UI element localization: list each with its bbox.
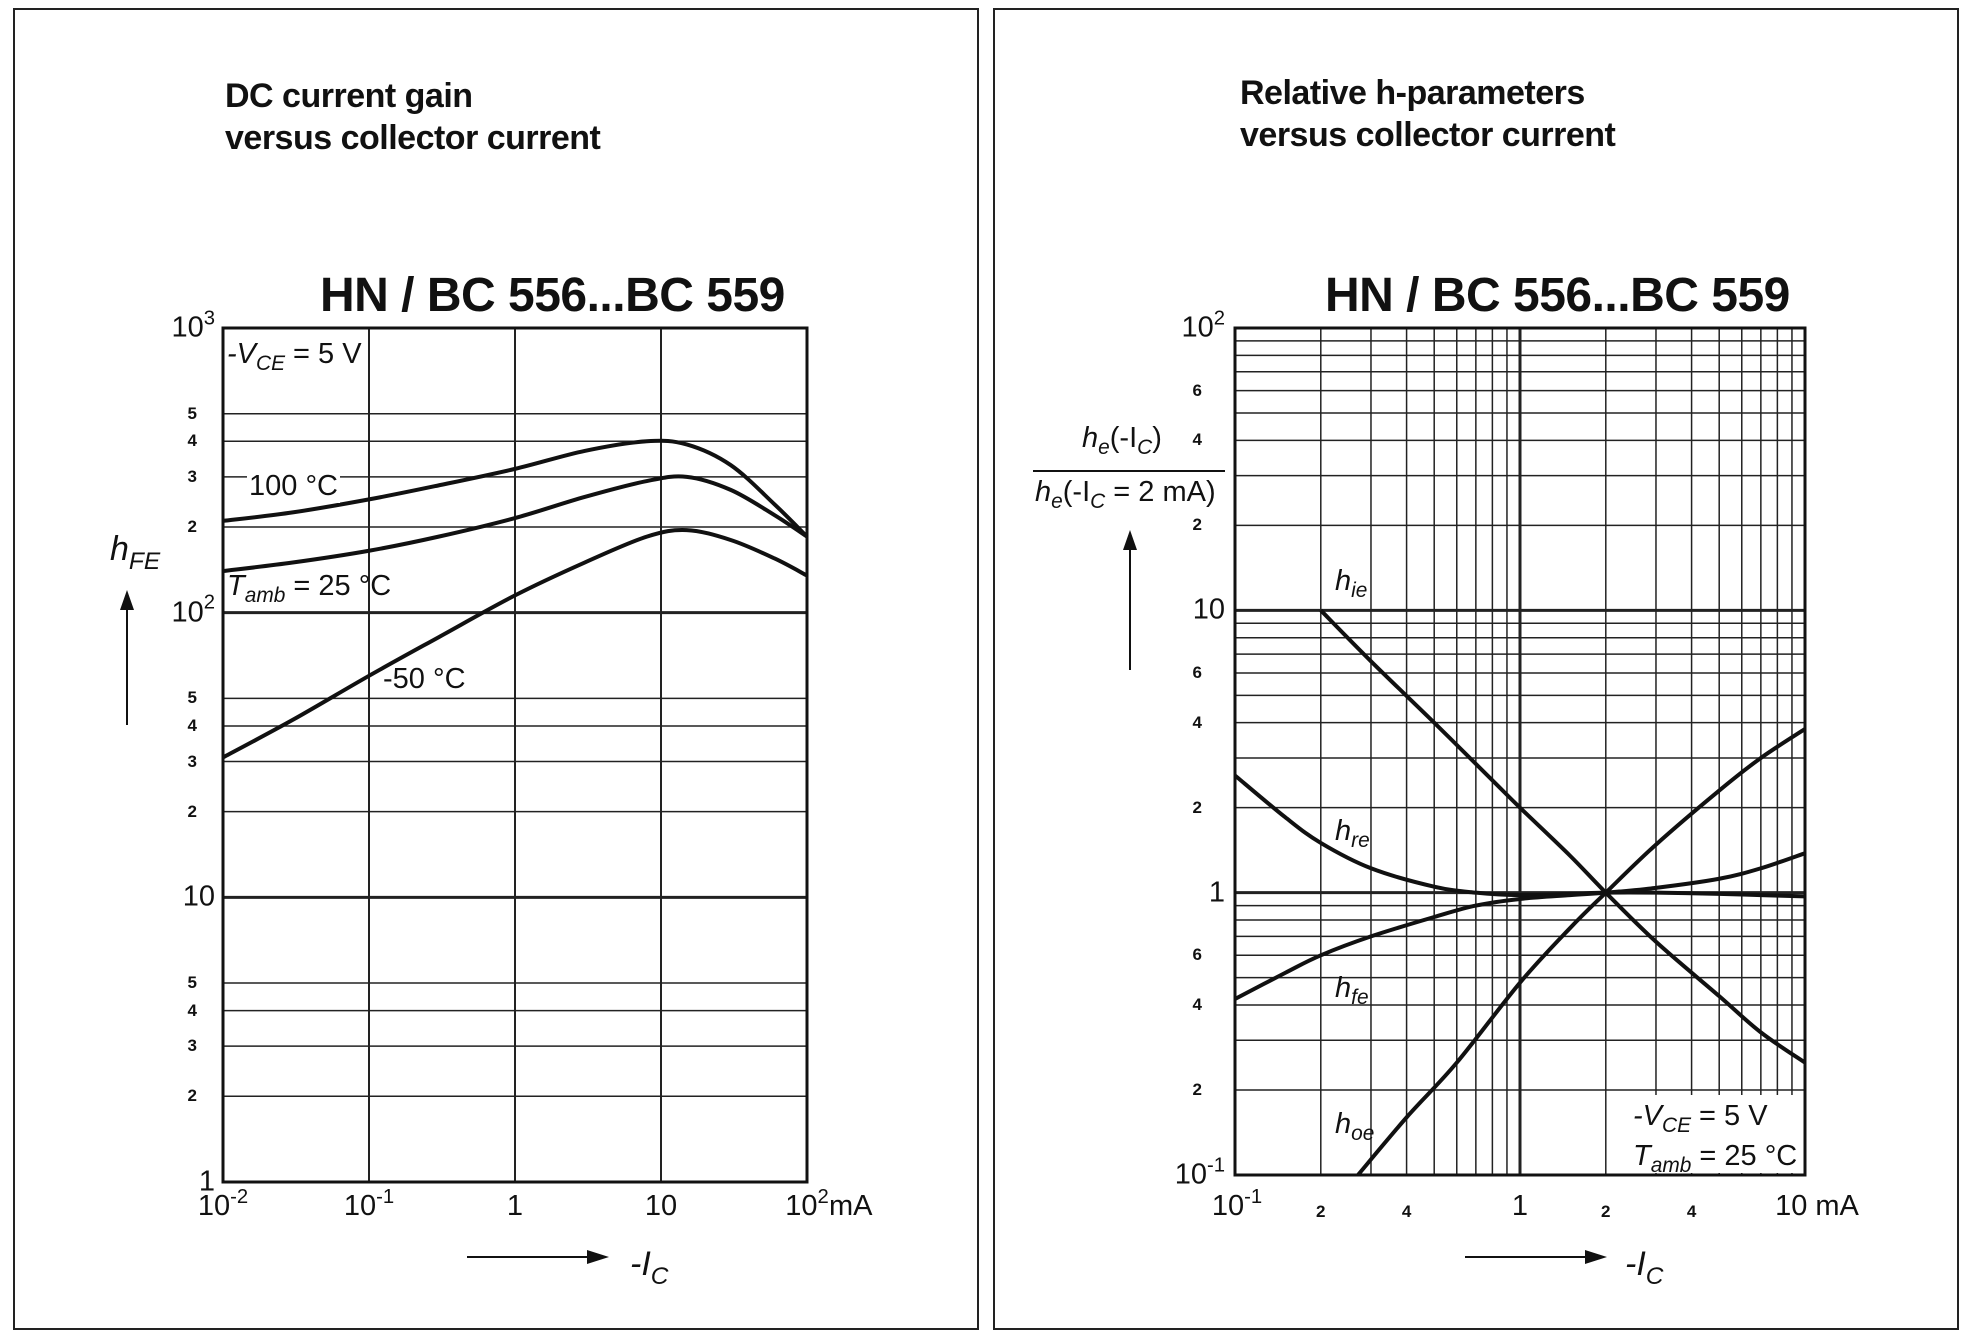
left-y-minor-tick-label — [188, 802, 197, 822]
left-tamb-sub: amb — [244, 584, 286, 608]
left-y-minor-tick-label-base: 4 — [187, 715, 197, 735]
left-y-minor-tick-label-base: 5 — [187, 688, 197, 708]
left-x-tick-label-exp: -1 — [376, 1185, 395, 1208]
left-x-axis-label — [630, 1245, 669, 1290]
right-xlabel-main: -I — [1625, 1245, 1646, 1283]
left-y-minor-tick-label — [188, 431, 197, 451]
right-x-minor-tick-label-base: 2 — [1316, 1202, 1326, 1221]
left-y-tick-label-base: 1 — [198, 1165, 215, 1198]
right-y-minor-tick-label — [1193, 381, 1202, 401]
right-heading-line2: versus collector current — [1240, 116, 1616, 154]
right-y-tick-label — [1181, 307, 1225, 345]
right-x-minor-tick-label — [1316, 1202, 1325, 1222]
left-y-minor-tick-label-base: 5 — [187, 403, 197, 423]
right-chart-panel — [993, 8, 1959, 1330]
right-vce-main: -V — [1633, 1100, 1662, 1132]
right-yden-rest: (-I — [1062, 476, 1091, 508]
left-x-tick-label-base: 10 — [197, 1190, 231, 1222]
right-label-hfe — [1335, 972, 1369, 1010]
left-chart-panel — [13, 8, 979, 1330]
left-y-tick-label-exp: 2 — [203, 591, 215, 614]
right-hie-sub: ie — [1351, 579, 1368, 603]
left-label-minus50c: -50 °C — [383, 663, 466, 695]
right-x-minor-tick-label — [1601, 1202, 1610, 1222]
right-y-minor-tick-label-base: 6 — [1192, 380, 1202, 400]
left-y-arrow-head — [120, 590, 134, 610]
left-y-minor-tick-label-base: 5 — [187, 973, 197, 993]
right-x-arrow-head — [1585, 1250, 1607, 1264]
left-vce-main: -V — [227, 338, 256, 370]
right-vce-annotation — [1633, 1100, 1768, 1138]
left-y-tick-label-base: 10 — [182, 880, 215, 913]
left-y-minor-tick-label — [188, 1036, 197, 1056]
left-heading-line1: DC current gain — [225, 77, 473, 115]
left-model-title: HN / BC 556...BC 559 — [320, 269, 785, 322]
right-y-minor-tick-label-base: 6 — [1192, 662, 1202, 682]
right-x-tick-label — [1512, 1190, 1528, 1223]
left-y-tick-label-base: 10 — [171, 596, 204, 629]
right-label-hoe — [1335, 1108, 1375, 1146]
left-vce-sub: CE — [256, 352, 285, 376]
left-y-minor-tick-label — [188, 688, 197, 708]
right-tamb-value: = 25 °C — [1691, 1140, 1798, 1172]
left-x-tick-label-base: 1 — [506, 1190, 524, 1222]
right-x-tick-label-base: 1 — [1511, 1190, 1529, 1222]
right-y-label-denominator — [1035, 476, 1216, 514]
left-vce-value: = 5 V — [285, 338, 362, 370]
left-x-unit-label — [829, 1190, 873, 1223]
left-y-minor-tick-label-base: 4 — [187, 1000, 197, 1020]
right-tamb-sub: amb — [1650, 1154, 1692, 1178]
right-ynum-rest: (-I — [1109, 422, 1138, 454]
right-x-minor-tick-label-base: 2 — [1601, 1202, 1611, 1221]
right-y-minor-tick-label — [1193, 995, 1202, 1015]
right-y-minor-tick-label — [1193, 1080, 1202, 1100]
left-x-tick-label — [645, 1190, 677, 1223]
right-x-axis-label — [1625, 1245, 1664, 1290]
right-hoe-sub: oe — [1351, 1122, 1375, 1146]
left-y-minor-tick-label — [188, 467, 197, 487]
right-y-tick-label — [1174, 1154, 1225, 1192]
right-y-tick-label-exp: 2 — [1213, 307, 1225, 330]
right-y-minor-tick-label — [1193, 515, 1202, 535]
right-y-minor-tick-label — [1193, 798, 1202, 818]
left-y-minor-tick-label — [188, 716, 197, 736]
left-y-minor-tick-label-base: 3 — [187, 751, 197, 771]
right-y-label-numerator — [1082, 422, 1162, 460]
left-ylabel-main: h — [110, 530, 129, 568]
left-xlabel-main: -I — [630, 1245, 651, 1283]
right-hie-h: h — [1335, 565, 1352, 597]
right-y-minor-tick-label — [1193, 430, 1202, 450]
right-hfe-h: h — [1335, 972, 1352, 1004]
left-x-tick-label-base: 10 — [644, 1190, 678, 1222]
left-x-arrow-head — [587, 1250, 609, 1264]
right-hre-h: h — [1335, 815, 1352, 847]
right-plot — [995, 10, 1961, 1330]
right-y-tick-label-exp: -1 — [1206, 1154, 1225, 1177]
left-x-tick-label — [343, 1185, 395, 1223]
right-y-minor-tick-label-base: 4 — [1192, 712, 1202, 732]
left-y-minor-tick-label-base: 4 — [187, 431, 197, 451]
left-y-tick-label — [171, 307, 215, 345]
right-vce-value: = 5 V — [1691, 1100, 1768, 1132]
right-tamb-main: T — [1633, 1140, 1651, 1172]
right-y-tick-label-base: 10 — [1174, 1158, 1207, 1191]
left-y-minor-tick-label-base: 2 — [187, 801, 197, 821]
right-ynum-h: h — [1082, 422, 1099, 454]
left-plot — [15, 10, 981, 1330]
left-y-minor-tick-label — [188, 752, 197, 772]
left-x-tick-label-exp: 2 — [817, 1185, 829, 1208]
left-ylabel-sub: FE — [128, 547, 161, 575]
right-y-tick-label — [1193, 594, 1225, 627]
right-x-tick-label-base: 10 mA — [1775, 1190, 1859, 1222]
left-y-minor-tick-label — [188, 1086, 197, 1106]
left-y-minor-tick-label — [188, 1001, 197, 1021]
right-yden-e: e — [1051, 490, 1063, 514]
left-tamb-value: = 25 °C — [285, 570, 392, 602]
right-hoe-h: h — [1335, 1108, 1352, 1140]
left-y-tick-label-base: 10 — [171, 311, 204, 344]
left-y-minor-tick-label — [188, 404, 197, 424]
right-y-minor-tick-label-base: 4 — [1192, 430, 1202, 450]
right-curve-hie — [1321, 610, 1805, 1062]
left-x-unit-label-base: mA — [829, 1190, 873, 1222]
right-yden-close: = 2 mA) — [1105, 476, 1216, 508]
left-label-100c: 100 °C — [249, 470, 338, 502]
left-label-25c — [227, 570, 392, 608]
right-y-minor-tick-label — [1193, 713, 1202, 733]
right-x-minor-tick-label — [1402, 1202, 1411, 1222]
right-vce-sub: CE — [1662, 1114, 1691, 1138]
left-tamb-main: T — [227, 570, 245, 602]
left-y-minor-tick-label — [188, 517, 197, 537]
left-y-tick-label — [171, 591, 215, 629]
right-model-title: HN / BC 556...BC 559 — [1325, 269, 1790, 322]
left-x-tick-label-base: 10 — [343, 1190, 377, 1222]
right-yden-h: h — [1035, 476, 1052, 508]
right-ynum-c: C — [1137, 436, 1153, 460]
right-tamb-annotation — [1633, 1140, 1798, 1178]
right-ynum-e: e — [1098, 436, 1110, 460]
right-hfe-sub: fe — [1351, 986, 1369, 1010]
right-x-minor-tick-label — [1687, 1202, 1696, 1222]
left-x-tick-label-base: 10 — [785, 1190, 818, 1222]
right-y-tick-label-base: 10 — [1181, 311, 1214, 344]
right-label-hie — [1335, 565, 1368, 603]
right-ynum-close: ) — [1152, 422, 1162, 454]
right-y-tick-label-base: 10 — [1192, 593, 1225, 626]
right-y-minor-tick-label-base: 4 — [1192, 995, 1202, 1015]
left-y-tick-label — [183, 881, 215, 914]
right-x-tick-label-base: 10 — [1211, 1190, 1245, 1222]
left-y-tick-label — [199, 1166, 215, 1199]
right-x-minor-tick-label-base: 4 — [1686, 1202, 1697, 1221]
right-y-minor-tick-label-base: 6 — [1192, 945, 1202, 965]
right-y-minor-tick-label-base: 2 — [1192, 515, 1202, 535]
right-x-minor-tick-label-base: 4 — [1401, 1202, 1412, 1221]
left-y-minor-tick-label-base: 2 — [187, 516, 197, 536]
right-y-tick-label-base: 1 — [1208, 876, 1225, 909]
right-y-minor-tick-label — [1193, 663, 1202, 683]
left-y-minor-tick-label-base: 3 — [187, 1036, 197, 1056]
right-hre-sub: re — [1351, 829, 1370, 853]
right-yden-c: C — [1090, 490, 1106, 514]
right-label-hre — [1335, 815, 1370, 853]
left-vce-annotation — [227, 338, 362, 376]
left-y-minor-tick-label-base: 2 — [187, 1086, 197, 1106]
right-y-minor-tick-label-base: 2 — [1192, 1080, 1202, 1099]
right-x-tick-label — [1775, 1190, 1859, 1223]
left-x-tick-label — [507, 1190, 523, 1223]
right-x-tick-label-exp: -1 — [1244, 1185, 1263, 1208]
right-y-arrow-head — [1123, 530, 1137, 550]
left-y-minor-tick-label — [188, 973, 197, 993]
right-x-tick-label — [1211, 1185, 1263, 1223]
left-x-tick-label — [785, 1185, 829, 1223]
left-heading-line2: versus collector current — [225, 119, 601, 157]
left-y-tick-label-exp: 3 — [203, 307, 215, 330]
right-heading-line1: Relative h-parameters — [1240, 74, 1585, 112]
left-y-minor-tick-label-base: 3 — [187, 466, 197, 486]
right-xlabel-sub: C — [1645, 1262, 1664, 1290]
right-y-minor-tick-label — [1193, 945, 1202, 965]
left-xlabel-sub: C — [650, 1262, 669, 1290]
left-y-axis-label — [110, 530, 161, 575]
right-y-minor-tick-label-base: 2 — [1192, 797, 1202, 817]
right-y-tick-label — [1209, 876, 1225, 909]
left-x-tick-label-exp: -2 — [230, 1185, 249, 1208]
